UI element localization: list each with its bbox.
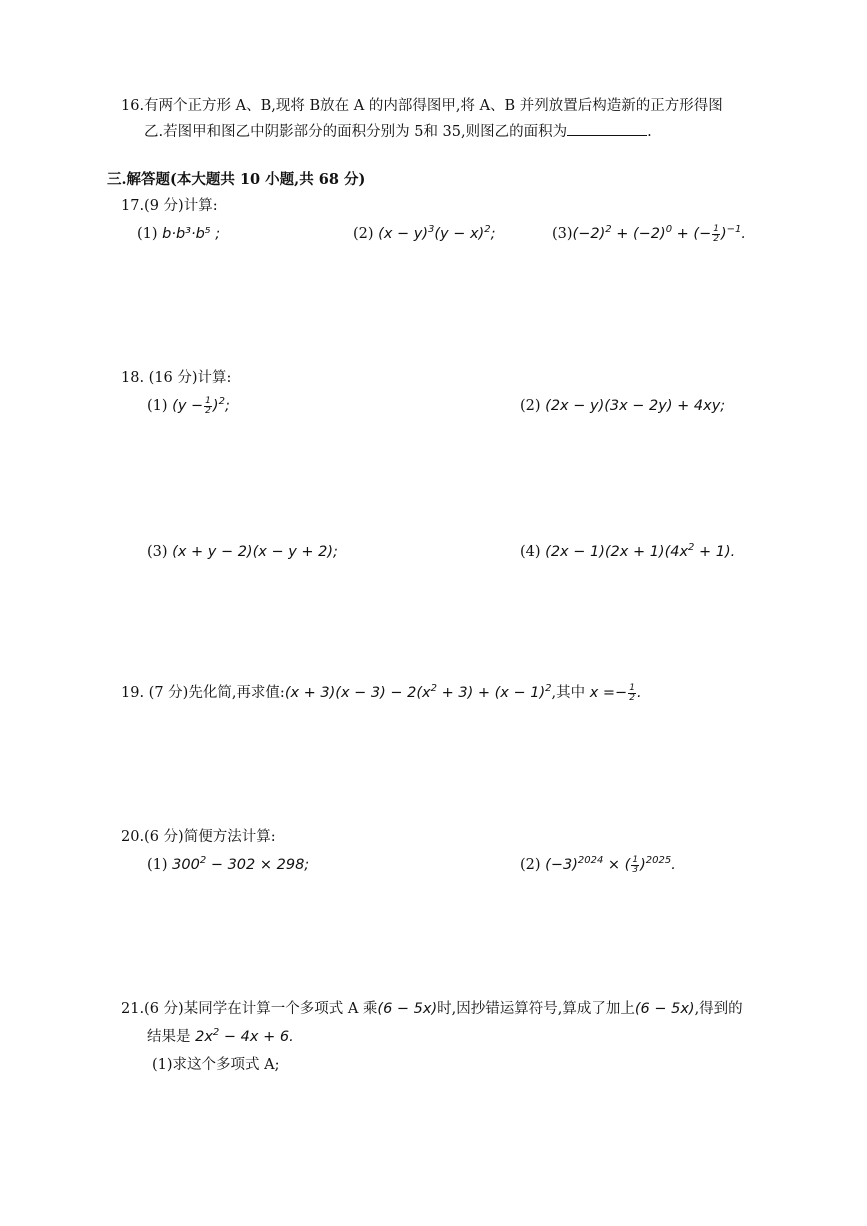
q20-part2 <box>520 855 676 875</box>
q17-part3 <box>552 224 746 244</box>
q20-part2-expr: $(-3)^{2024}$ × ( $\frac{1}{3}$ )$^{2025}$. <box>545 854 676 875</box>
q21-result-expr: $2x^2 - 4x + 6$. <box>195 1027 294 1045</box>
q18-part1-fraction: $\frac{1}{2}$ <box>205 395 211 416</box>
q17-stem: 17.(9 分)计算: <box>121 198 218 214</box>
q19-condition: x =− $\frac{1}{2}$ . <box>589 682 642 703</box>
q17-part1 <box>137 224 220 244</box>
q17-part3-expr: $(-2)^2 + (-2)^0$ + (− $\frac{1}{2}$ )$^{-1}$. <box>572 223 747 244</box>
q16-line1: 16.有两个正方形 A、B,现将 B放在 A 的内部得图甲,将 A、B 并列放置后构造新的正方形得图 <box>121 98 723 114</box>
q19-fraction: $\frac{1}{2}$ <box>629 682 635 703</box>
q18-part4-label: (4) <box>520 544 541 560</box>
q20-part1 <box>147 855 309 875</box>
q17-part2 <box>353 224 495 244</box>
q20-part1-label: (1) <box>147 857 168 873</box>
q17-part2-label: (2) <box>353 226 374 242</box>
q19-stem: 19. (7 分)先化简,再求值: <box>121 685 285 701</box>
q17-part3-label: (3) <box>552 226 573 242</box>
q19-expr: $(x + 3)(x - 3) - 2(x^2 + 3) + (x - 1)^2$ <box>284 683 552 701</box>
q18-part3 <box>147 542 338 562</box>
q17-part1-expr: b·b³·b⁵ ; <box>162 226 221 242</box>
q16-answer-blank <box>567 121 647 136</box>
q18-part4-expr: $(2x - 1)(2x + 1)(4x^2 + 1)$. <box>545 542 736 560</box>
q18-part2-label: (2) <box>520 398 541 414</box>
q20-stem: 20.(6 分)简便方法计算: <box>121 829 276 845</box>
q16-line2-text: 乙.若图甲和图乙中阴影部分的面积分别为 5和 35,则图乙的面积为 <box>144 124 568 140</box>
q18-part1-label: (1) <box>147 398 168 414</box>
q17-part2-expr: $(x - y)^3(y - x)^2$; <box>378 224 496 242</box>
q18-part3-expr: (x + y − 2)(x − y + 2); <box>172 544 338 560</box>
q18-part3-label: (3) <box>147 544 168 560</box>
q20-part1-expr: $300^2 - 302 \times 298$; <box>172 855 310 873</box>
q21-line2: 结果是 $2x^2 - 4x + 6$. <box>147 1027 294 1045</box>
q17-part3-fraction: $\frac{1}{2}$ <box>713 223 719 244</box>
q21-expr1: (6 − 5x) <box>377 1001 438 1017</box>
q16-line2-end: . <box>647 124 652 140</box>
q17-part1-label: (1) <box>137 226 158 242</box>
q19 <box>121 683 642 703</box>
q21-expr2: (6 − 5x) <box>634 1001 695 1017</box>
q18-part1-expr: (y − $\frac{1}{2}$ )$^2$; <box>172 395 230 416</box>
q18-part4 <box>520 542 735 562</box>
q21-line1: 21.(6 分)某同学在计算一个多项式 A 乘(6 − 5x)时,因抄错运算符号,算成了加上(6 − 5x),得到的 <box>121 1001 743 1017</box>
q21-part1: (1)求这个多项式 A; <box>152 1057 280 1073</box>
q20-part2-fraction: $\frac{1}{3}$ <box>632 854 639 875</box>
q20-part2-label: (2) <box>520 857 541 873</box>
q16-line2 <box>144 121 652 142</box>
q18-part2-expr: (2x − y)(3x − 2y) + 4xy; <box>545 398 726 414</box>
section3-title: 三.解答题(本大题共 10 小题,共 68 分) <box>107 171 366 188</box>
q18-part1 <box>147 396 230 416</box>
q18-stem: 18. (16 分)计算: <box>121 370 232 386</box>
q19-mid: ,其中 <box>551 685 590 701</box>
q18-part2 <box>520 396 725 416</box>
